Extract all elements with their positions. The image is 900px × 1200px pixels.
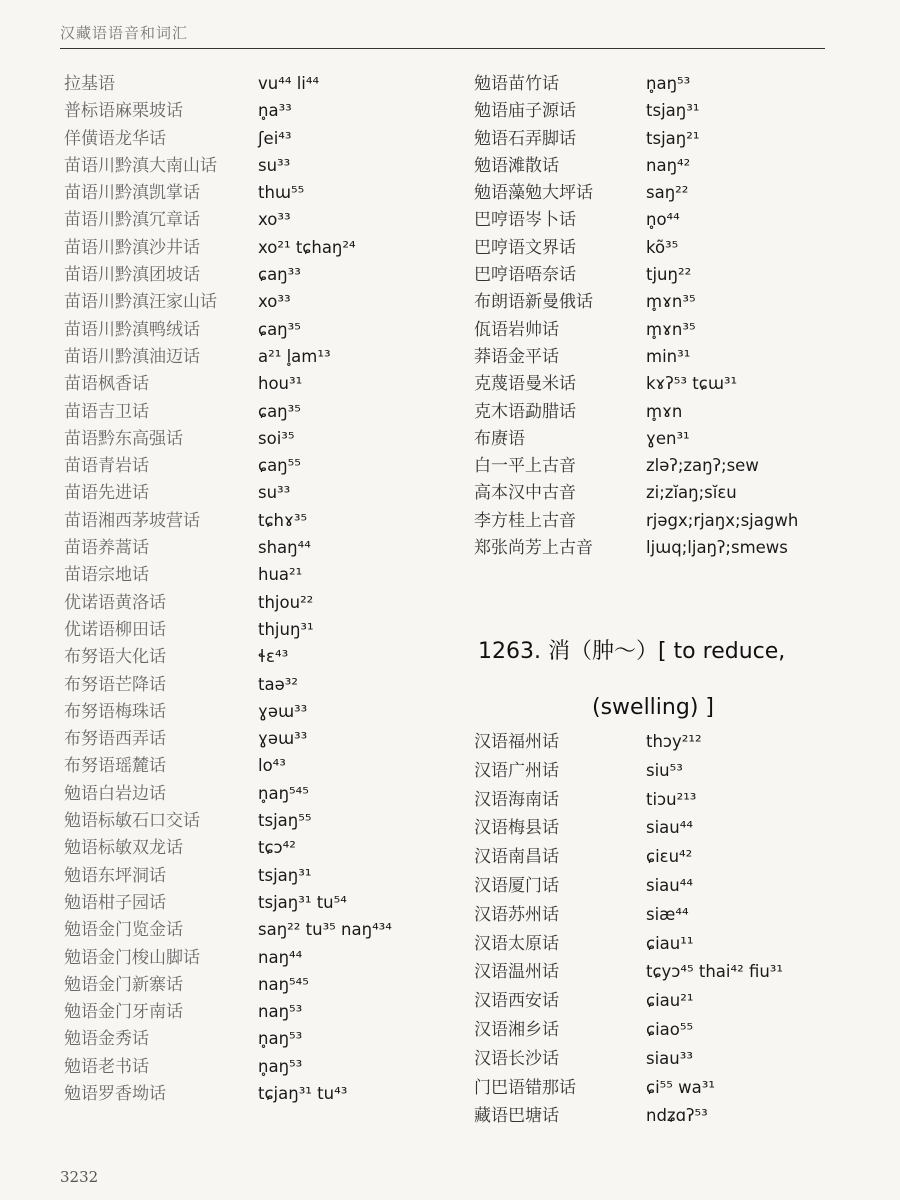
dialect-name: 白一平上古音 — [474, 456, 576, 477]
dialect-name: 汉语太原话 — [474, 933, 559, 954]
phonetic-form: ɣəɯ³³ — [258, 701, 308, 721]
phonetic-form: zi;zĭaŋ;sĭɛu — [646, 483, 737, 503]
dialect-name: 汉语厦门话 — [474, 875, 559, 896]
dialect-name: 汉语温州话 — [474, 962, 559, 983]
phonetic-form: m̥ɤn³⁵ — [646, 292, 696, 312]
list-item — [474, 73, 854, 100]
list-item — [474, 817, 874, 846]
list-item — [64, 482, 464, 509]
phonetic-form: tsjaŋ³¹ — [258, 865, 312, 885]
dialect-name: 汉语湘乡话 — [474, 1019, 559, 1040]
phonetic-form: thjou²² — [258, 592, 314, 612]
list-item — [474, 237, 854, 264]
dialect-name: 苗语宗地话 — [64, 565, 149, 586]
phonetic-form: tsjaŋ³¹ tu⁵⁴ — [258, 892, 347, 912]
phonetic-form: thɔy²¹² — [646, 732, 702, 751]
phonetic-form: soi³⁵ — [258, 428, 295, 448]
list-item — [64, 974, 464, 1001]
phonetic-form: m̥ɤn³⁵ — [646, 319, 696, 339]
phonetic-form: n̥aŋ⁵³ — [258, 1056, 303, 1076]
list-item — [64, 155, 464, 182]
dialect-name: 勉语石弄脚话 — [474, 128, 576, 149]
list-item — [474, 760, 874, 789]
phonetic-form: ndʑɑʔ⁵³ — [646, 1106, 708, 1126]
list-item — [474, 100, 854, 127]
list-item — [474, 1019, 874, 1048]
dialect-name: 佯僙语龙华话 — [64, 128, 166, 149]
list-item — [64, 455, 464, 482]
phonetic-form: ɕiau²¹ — [646, 991, 694, 1011]
list-item — [474, 731, 874, 760]
list-item — [64, 1001, 464, 1028]
phonetic-form: hou³¹ — [258, 374, 303, 394]
phonetic-form: tɕhɤ³⁵ — [258, 510, 308, 530]
list-item — [474, 291, 854, 318]
list-item — [474, 1048, 874, 1077]
dialect-name: 勉语庙子源话 — [474, 101, 576, 122]
phonetic-form: tsjaŋ²¹ — [646, 128, 700, 148]
phonetic-form: su³³ — [258, 155, 291, 175]
phonetic-form: siu⁵³ — [646, 760, 683, 780]
dialect-name: 苗语川黔滇油迈话 — [64, 346, 200, 367]
dialect-name: 勉语金秀话 — [64, 1029, 149, 1050]
phonetic-form: n̥aŋ⁵³ — [646, 74, 691, 93]
phonetic-form: thɯ⁵⁵ — [258, 183, 305, 203]
phonetic-form: tɕɔ⁴² — [258, 838, 296, 858]
header-rule — [60, 48, 825, 49]
list-item — [474, 209, 854, 236]
dialect-name: 苗语养蒿话 — [64, 538, 149, 559]
list-item — [64, 401, 464, 428]
phonetic-form: ɕaŋ⁵⁵ — [258, 456, 301, 476]
phonetic-form: hua²¹ — [258, 565, 303, 585]
list-item — [474, 961, 874, 990]
list-item — [64, 291, 464, 318]
dialect-name: 藏语巴塘话 — [474, 1106, 559, 1127]
phonetic-form: ɕi⁵⁵ wa³¹ — [646, 1077, 715, 1097]
dialect-name: 汉语长沙话 — [474, 1048, 559, 1069]
phonetic-form: xo²¹ tɕhaŋ²⁴ — [258, 237, 356, 257]
dialect-name: 巴哼语唔奈话 — [474, 265, 576, 286]
phonetic-form: xo³³ — [258, 210, 291, 230]
list-item — [474, 990, 874, 1019]
entry-heading-line1: 1263. 消（肿～）[ to reduce, — [478, 639, 786, 664]
dialect-name: 郑张尚芳上古音 — [474, 538, 593, 559]
phonetic-form: siau⁴⁴ — [646, 875, 693, 895]
dialect-name: 汉语福州话 — [474, 732, 559, 752]
dialect-name: 佤语岩帅话 — [474, 319, 559, 340]
dialect-name: 勉语金门新寨话 — [64, 974, 183, 995]
list-item — [474, 264, 854, 291]
list-item — [64, 701, 464, 728]
right-column-top — [474, 73, 854, 564]
dialect-name: 巴哼语文界话 — [474, 237, 576, 258]
list-item — [474, 933, 874, 962]
dialect-name: 优诺语柳田话 — [64, 619, 166, 640]
dialect-name: 汉语苏州话 — [474, 904, 559, 925]
phonetic-form: ɕaŋ³⁵ — [258, 401, 301, 421]
list-item — [64, 128, 464, 155]
phonetic-form: tsjaŋ⁵⁵ — [258, 811, 312, 831]
list-item — [64, 428, 464, 455]
dialect-name: 汉语梅县话 — [474, 818, 559, 839]
list-item — [474, 482, 854, 509]
list-item — [64, 674, 464, 701]
dialect-name: 高本汉中古音 — [474, 483, 576, 504]
dialect-name: 苗语川黔滇汪家山话 — [64, 292, 217, 313]
list-item — [64, 100, 464, 127]
list-item — [474, 319, 854, 346]
dialect-name: 拉基语 — [64, 74, 115, 94]
dialect-name: 门巴语错那话 — [474, 1077, 576, 1098]
list-item — [474, 155, 854, 182]
dialect-name: 勉语东坪洞话 — [64, 865, 166, 886]
dialect-name: 布努语瑶麓话 — [64, 756, 166, 777]
list-item — [64, 73, 464, 100]
list-item — [474, 346, 854, 373]
phonetic-form: tsjaŋ³¹ — [646, 101, 700, 121]
phonetic-form: ɕiau¹¹ — [646, 933, 694, 953]
phonetic-form: shaŋ⁴⁴ — [258, 538, 311, 558]
list-item — [64, 1056, 464, 1083]
phonetic-form: min³¹ — [646, 346, 691, 366]
dialect-name: 汉语西安话 — [474, 991, 559, 1012]
phonetic-form: ɕaŋ³⁵ — [258, 319, 301, 339]
phonetic-form: ɣəɯ³³ — [258, 729, 308, 749]
phonetic-form: ɣen³¹ — [646, 428, 690, 448]
list-item — [64, 919, 464, 946]
dialect-name: 勉语滩散话 — [474, 155, 559, 176]
list-item — [474, 182, 854, 209]
phonetic-form: su³³ — [258, 483, 291, 503]
list-item — [64, 892, 464, 919]
list-item — [64, 1083, 464, 1110]
phonetic-form: tjuŋ²² — [646, 265, 692, 285]
list-item — [64, 810, 464, 837]
phonetic-form: kõ³⁵ — [646, 237, 679, 257]
list-item — [64, 319, 464, 346]
list-item — [474, 373, 854, 400]
list-item — [64, 237, 464, 264]
phonetic-form: n̥aŋ⁵³ — [258, 1029, 303, 1049]
list-item — [64, 510, 464, 537]
dialect-name: 勉语白岩边话 — [64, 783, 166, 804]
list-item — [474, 1105, 874, 1134]
phonetic-form: siau³³ — [646, 1048, 693, 1068]
phonetic-form: ɕiao⁵⁵ — [646, 1019, 694, 1039]
list-item — [64, 1028, 464, 1055]
dialect-name: 苗语川黔滇冗章话 — [64, 210, 200, 231]
phonetic-form: naŋ⁵⁴⁵ — [258, 974, 309, 994]
list-item — [474, 1077, 874, 1106]
list-item — [474, 789, 874, 818]
dialect-name: 布朗语新曼俄话 — [474, 292, 593, 313]
phonetic-form: saŋ²² — [646, 183, 689, 203]
list-item — [64, 346, 464, 373]
right-column-bottom — [474, 731, 874, 1134]
dialect-name: 苗语湘西茅坡营话 — [64, 510, 200, 531]
phonetic-form: siæ⁴⁴ — [646, 904, 689, 924]
phonetic-form: tɕjaŋ³¹ tu⁴³ — [258, 1083, 348, 1103]
phonetic-form: tɕyɔ⁴⁵ thai⁴² fiu³¹ — [646, 962, 784, 982]
dialect-name: 优诺语黄洛话 — [64, 592, 166, 613]
phonetic-form: rjəgx;rjaŋx;sjagwh — [646, 510, 799, 530]
phonetic-form: thjuŋ³¹ — [258, 619, 314, 639]
phonetic-form: n̥a³³ — [258, 101, 292, 121]
phonetic-form: siau⁴⁴ — [646, 818, 693, 838]
list-item — [474, 510, 854, 537]
dialect-name: 勉语柑子园话 — [64, 892, 166, 913]
dialect-name: 勉语标敏双龙话 — [64, 838, 183, 859]
left-column — [64, 73, 464, 1110]
list-item — [474, 455, 854, 482]
list-item — [64, 592, 464, 619]
phonetic-form: saŋ²² tu³⁵ naŋ⁴³⁴ — [258, 920, 392, 940]
dialect-name: 勉语金门览金话 — [64, 920, 183, 941]
dialect-name: 李方桂上古音 — [474, 510, 576, 531]
phonetic-form: kɤʔ⁵³ tɕɯ³¹ — [646, 374, 738, 394]
list-item — [474, 537, 854, 564]
phonetic-form: naŋ⁴⁴ — [258, 947, 303, 967]
dialect-name: 苗语黔东高强话 — [64, 428, 183, 449]
dialect-name: 苗语青岩话 — [64, 456, 149, 477]
list-item — [64, 865, 464, 892]
list-item — [474, 128, 854, 155]
list-item — [64, 537, 464, 564]
dialect-name: 克蔑语曼米话 — [474, 374, 576, 395]
list-item — [64, 373, 464, 400]
dialect-name: 苗语川黔滇团坡话 — [64, 265, 200, 286]
list-item — [64, 619, 464, 646]
dialect-name: 布赓语 — [474, 428, 525, 449]
list-item — [64, 264, 464, 291]
dialect-name: 汉语南昌话 — [474, 847, 559, 868]
list-item — [64, 837, 464, 864]
phonetic-form: vu⁴⁴ li⁴⁴ — [258, 74, 320, 93]
list-item — [64, 182, 464, 209]
dialect-name: 布努语梅珠话 — [64, 701, 166, 722]
dialect-name: 苗语先进话 — [64, 483, 149, 504]
dialect-name: 克木语勐腊话 — [474, 401, 576, 422]
dialect-name: 勉语老书话 — [64, 1056, 149, 1077]
phonetic-form: ɕiɛu⁴² — [646, 847, 693, 867]
dialect-name: 普标语麻栗坡话 — [64, 101, 183, 122]
phonetic-form: naŋ⁴² — [646, 155, 691, 175]
list-item — [474, 401, 854, 428]
list-item — [64, 755, 464, 782]
dialect-name: 勉语藻勉大坪话 — [474, 183, 593, 204]
list-item — [474, 904, 874, 933]
list-item — [64, 209, 464, 236]
dialect-name: 苗语川黔滇鸭绒话 — [64, 319, 200, 340]
list-item — [474, 428, 854, 455]
phonetic-form: lo⁴³ — [258, 756, 286, 776]
list-item — [64, 646, 464, 673]
phonetic-form: ɕaŋ³³ — [258, 265, 301, 285]
list-item — [64, 564, 464, 591]
dialect-name: 巴哼语岑卜话 — [474, 210, 576, 231]
phonetic-form: n̥aŋ⁵⁴⁵ — [258, 783, 309, 803]
phonetic-form: xo³³ — [258, 292, 291, 312]
dialect-name: 勉语标敏石口交话 — [64, 811, 200, 832]
phonetic-form: taə³² — [258, 674, 298, 694]
dialect-name: 苗语川黔滇凯掌话 — [64, 183, 200, 204]
dialect-name: 布努语西弄话 — [64, 729, 166, 750]
dialect-name: 苗语吉卫话 — [64, 401, 149, 422]
dialect-name: 布努语芒降话 — [64, 674, 166, 695]
phonetic-form: m̥ɤn — [646, 401, 683, 421]
phonetic-form: naŋ⁵³ — [258, 1002, 303, 1022]
phonetic-form: ʃei⁴³ — [258, 128, 292, 148]
dialect-name: 勉语罗香坳话 — [64, 1083, 166, 1104]
phonetic-form: ɬɛ⁴³ — [258, 647, 289, 667]
dialect-name: 苗语川黔滇大南山话 — [64, 155, 217, 176]
phonetic-form: tiɔu²¹³ — [646, 789, 697, 809]
dialect-name: 莽语金平话 — [474, 346, 559, 367]
phonetic-form: a²¹ l̥am¹³ — [258, 346, 331, 366]
list-item — [474, 846, 874, 875]
dialect-name: 汉语海南话 — [474, 789, 559, 810]
dialect-name: 勉语金门牙南话 — [64, 1002, 183, 1023]
entry-heading — [478, 624, 838, 736]
list-item — [64, 947, 464, 974]
dialect-name: 苗语川黔滇沙井话 — [64, 237, 200, 258]
list-item — [64, 728, 464, 755]
phonetic-form: zləʔ;zaŋʔ;sew — [646, 456, 759, 476]
dialect-name: 布努语大化话 — [64, 647, 166, 668]
list-item — [474, 875, 874, 904]
dialect-name: 勉语苗竹话 — [474, 74, 559, 94]
dialect-name: 苗语枫香话 — [64, 374, 149, 395]
running-header: 汉藏语语音和词汇 — [60, 24, 189, 42]
page-number: 3232 — [60, 1168, 99, 1186]
entry-heading-line2: (swelling) ] — [592, 695, 714, 720]
dialect-name: 汉语广州话 — [474, 760, 559, 781]
phonetic-form: ljɯq;ljaŋʔ;smews — [646, 538, 788, 558]
list-item — [64, 783, 464, 810]
dialect-name: 勉语金门梭山脚话 — [64, 947, 200, 968]
phonetic-form: n̥o⁴⁴ — [646, 210, 680, 230]
